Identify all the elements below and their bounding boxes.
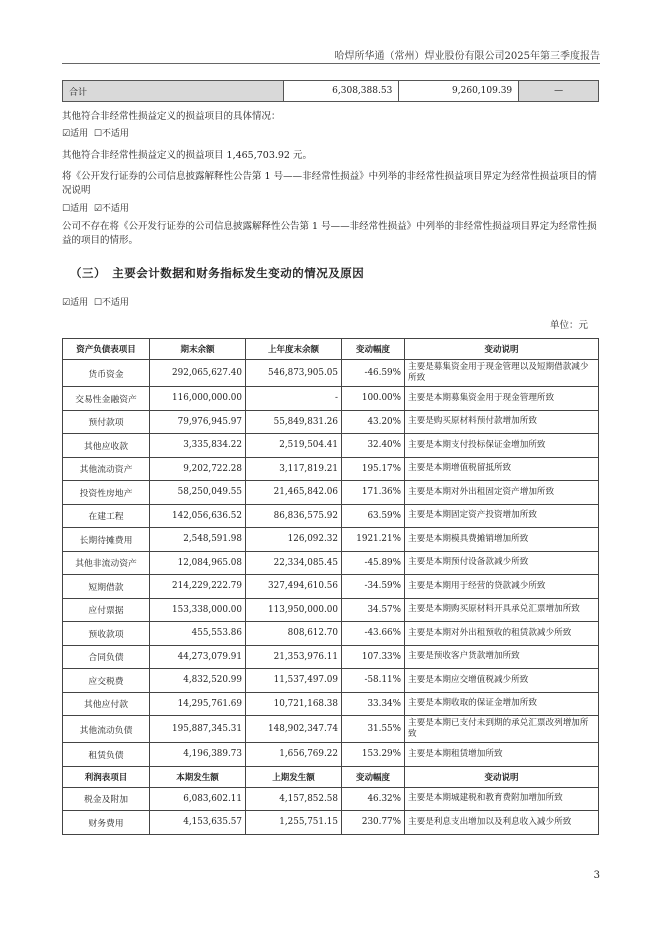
period-end-value: 12,084,965.08 [150,551,246,575]
change-rate: 195.17% [342,457,405,481]
change-reason: 主要是本期购买原材料开具承兑汇票增加所致 [405,598,599,622]
applicable-checkbox[interactable]: ☐适用 [62,204,89,214]
column-header: 利润表项目 [63,766,150,787]
total-note: — [519,81,599,102]
table-row [63,575,599,599]
item-name: 其他非流动资产 [63,551,150,575]
item-name: 其他流动资产 [63,457,150,481]
item-name: 在建工程 [63,504,150,528]
item-name: 财务费用 [63,811,150,835]
table-row [63,743,599,767]
checkbox-group-1 [62,127,602,141]
table-row [63,410,599,434]
table-row [63,504,599,528]
not-applicable-checkbox[interactable]: ☑不适用 [93,204,129,214]
change-reason: 主要是本期用于经营的贷款减少所致 [405,575,599,599]
item-name: 合同负债 [63,645,150,669]
table-row [63,434,599,458]
change-reason: 主要是购买原材料预付款增加所致 [405,410,599,434]
prior-value: 113,950,000.00 [246,598,342,622]
change-rate: -45.89% [342,551,405,575]
item-name: 投资性房地产 [63,481,150,505]
table-row [63,551,599,575]
change-rate: 43.20% [342,410,405,434]
page-number: 3 [593,870,600,881]
prior-value: 327,494,610.56 [246,575,342,599]
change-reason: 主要是本期已支付未到期的承兑汇票改列增加所致 [405,716,599,743]
checkbox-group-3 [62,296,602,310]
column-header: 本期发生额 [150,766,246,787]
period-end-value: 455,553.86 [150,622,246,646]
document-header: 哈焊所华通（常州）焊业股份有限公司2025年第三季度报告 [334,51,600,62]
change-rate: 153.29% [342,743,405,767]
column-header: 上期发生额 [246,766,342,787]
prior-value: 22,334,085.45 [246,551,342,575]
change-reason: 主要是本期预付设备款减少所致 [405,551,599,575]
prior-value: 808,612.70 [246,622,342,646]
change-rate: -43.66% [342,622,405,646]
prior-value: 21,465,842.06 [246,481,342,505]
period-end-value: 4,153,635.57 [150,811,246,835]
table-row [63,811,599,835]
prior-value: 11,537,497.09 [246,669,342,693]
period-end-value: 79,976,945.97 [150,410,246,434]
change-rate: 171.36% [342,481,405,505]
table-row [63,716,599,743]
period-end-value: 2,548,591.98 [150,528,246,552]
applicable-checkbox[interactable]: ☑适用 [62,129,89,139]
change-reason: 主要是本期模具费摊销增加所致 [405,528,599,552]
total-row [63,81,599,102]
unit-label: 单位：元 [549,320,588,331]
period-end-value: 116,000,000.00 [150,387,246,411]
total-cumulative: 9,260,109.39 [399,81,519,102]
change-rate: -58.11% [342,669,405,693]
not-applicable-checkbox[interactable]: ☐不适用 [93,298,129,308]
period-end-value: 9,202,722.28 [150,457,246,481]
change-rate: 63.59% [342,504,405,528]
other-items-intro: 其他符合非经常性损益定义的损益项目的具体情况： [62,111,281,122]
change-rate: 1921.21% [342,528,405,552]
change-rate: 100.00% [342,387,405,411]
column-header: 变动说明 [405,766,599,787]
change-rate: -34.59% [342,575,405,599]
reclassification-note: 将《公开发行证券的公司信息披露解释性公告第 1 号——非经常性损益》中列举的非经常性损益项目界定为经常性损益项目的情况说明 [62,171,597,196]
change-reason: 主要是本期固定资产投资增加所致 [405,504,599,528]
table-row [63,787,599,811]
period-end-value: 44,273,079.91 [150,645,246,669]
item-name: 交易性金融资产 [63,387,150,411]
change-rate: 33.34% [342,692,405,716]
period-end-value: 14,295,761.69 [150,692,246,716]
item-name: 短期借款 [63,575,150,599]
prior-value: 1,656,769.22 [246,743,342,767]
table-row [63,481,599,505]
period-end-value: 6,083,602.11 [150,787,246,811]
prior-value: 126,092.32 [246,528,342,552]
change-rate: -46.59% [342,360,405,387]
financial-changes-table [62,338,599,835]
change-rate: 46.32% [342,787,405,811]
item-name: 税金及附加 [63,787,150,811]
period-end-value: 4,196,389.73 [150,743,246,767]
table-row [63,457,599,481]
table-row [63,598,599,622]
change-reason: 主要是本期租赁增加所致 [405,743,599,767]
prior-value: 2,519,504.41 [246,434,342,458]
total-label: 合计 [63,81,284,102]
period-end-value: 214,229,222.79 [150,575,246,599]
change-reason: 主要是募集资金用于现金管理以及短期借款减少所致 [405,360,599,387]
checkbox-group-2 [62,202,602,216]
total-table [62,80,599,102]
period-end-value: 142,056,636.52 [150,504,246,528]
item-name: 租赁负债 [63,743,150,767]
not-applicable-checkbox[interactable]: ☐不适用 [93,129,129,139]
change-rate: 107.33% [342,645,405,669]
prior-value: 3,117,819.21 [246,457,342,481]
table-row [63,645,599,669]
change-reason: 主要是预收客户货款增加所致 [405,645,599,669]
change-rate: 31.55% [342,716,405,743]
item-name: 预收款项 [63,622,150,646]
period-end-value: 153,338,000.00 [150,598,246,622]
period-end-value: 3,335,834.22 [150,434,246,458]
item-name: 预付款项 [63,410,150,434]
item-name: 货币资金 [63,360,150,387]
column-header: 资产负债表项目 [63,339,150,360]
change-rate: 34.57% [342,598,405,622]
reclassification-statement: 公司不存在将《公开发行证券的公司信息披露解释性公告第 1 号——非经常性损益》中列举的非经常性损益项目界定为经常性损益的项目的情形。 [62,221,597,246]
item-name: 其他流动负债 [63,716,150,743]
total-current: 6,308,388.53 [284,81,399,102]
change-reason: 主要是本期应交增值税减少所致 [405,669,599,693]
prior-value: 4,157,852.58 [246,787,342,811]
table-row [63,528,599,552]
change-reason: 主要是本期募集资金用于现金管理所致 [405,387,599,411]
prior-value: - [246,387,342,411]
period-end-value: 195,887,345.31 [150,716,246,743]
change-rate: 230.77% [342,811,405,835]
item-name: 其他应收款 [63,434,150,458]
prior-value: 21,353,976.11 [246,645,342,669]
column-header: 变动幅度 [342,766,405,787]
balance-header-row [63,339,599,360]
change-reason: 主要是本期收取的保证金增加所致 [405,692,599,716]
item-name: 长期待摊费用 [63,528,150,552]
income-header-row [63,766,599,787]
table-row [63,669,599,693]
prior-value: 55,849,831.26 [246,410,342,434]
change-reason: 主要是本期城建税和教育费附加增加所致 [405,787,599,811]
table-row [63,360,599,387]
change-reason: 主要是本期支付投标保证金增加所致 [405,434,599,458]
change-reason: 主要是本期对外出租预收的租赁款减少所致 [405,622,599,646]
item-name: 应交税费 [63,669,150,693]
prior-value: 86,836,575.92 [246,504,342,528]
column-header: 变动说明 [405,339,599,360]
column-header: 期末余额 [150,339,246,360]
period-end-value: 4,832,520.99 [150,669,246,693]
prior-value: 546,873,905.05 [246,360,342,387]
item-name: 其他应付款 [63,692,150,716]
table-row [63,387,599,411]
header-divider [62,63,600,64]
item-name: 应付票据 [63,598,150,622]
prior-value: 148,902,347.74 [246,716,342,743]
change-rate: 32.40% [342,434,405,458]
change-reason: 主要是本期对外出租固定资产增加所致 [405,481,599,505]
other-items-amount: 其他符合非经常性损益定义的损益项目 1,465,703.92 元。 [62,150,312,161]
table-row [63,692,599,716]
table-row [63,622,599,646]
section-title: （三） 主要会计数据和财务指标发生变动的情况及原因 [70,266,365,280]
period-end-value: 58,250,049.55 [150,481,246,505]
prior-value: 1,255,751.15 [246,811,342,835]
change-reason: 主要是利息支出增加以及利息收入减少所致 [405,811,599,835]
period-end-value: 292,065,627.40 [150,360,246,387]
column-header: 上年度末余额 [246,339,342,360]
prior-value: 10,721,168.38 [246,692,342,716]
applicable-checkbox[interactable]: ☑适用 [62,298,89,308]
column-header: 变动幅度 [342,339,405,360]
change-reason: 主要是本期增值税留抵所致 [405,457,599,481]
